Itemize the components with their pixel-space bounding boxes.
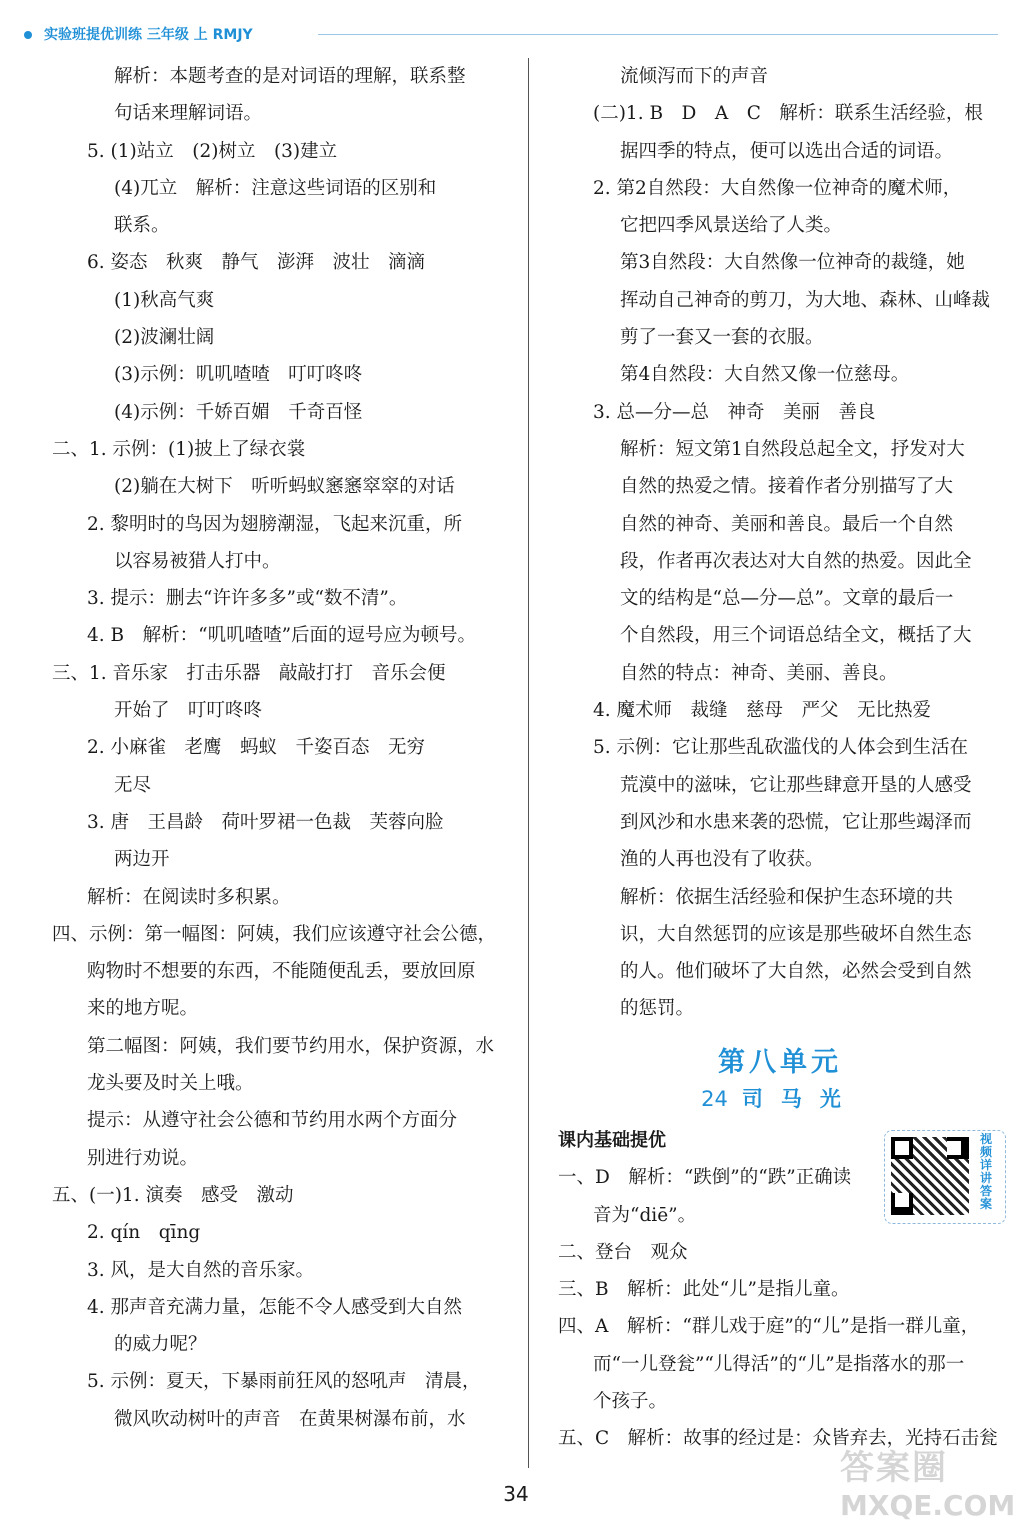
right-text-line: 文的结构是“总—分—总”。文章的最后一 bbox=[620, 588, 954, 610]
header-rule bbox=[318, 34, 998, 35]
right-text-line: 2. 第2自然段：大自然像一位神奇的魔术师， bbox=[593, 177, 962, 199]
lesson-text-line: 音为“diē”。 bbox=[593, 1204, 697, 1226]
left-text-line: 龙头要及时关上哦。 bbox=[87, 1073, 254, 1095]
left-text-line: (2)波澜壮阔 bbox=[114, 327, 215, 349]
left-text-line: (4)兀立 解析：注意这些词语的区别和 bbox=[114, 177, 437, 199]
right-text-line: 自然的神奇、美丽和善良。最后一个自然 bbox=[620, 513, 954, 535]
left-text-line: 句话来理解词语。 bbox=[114, 103, 263, 125]
right-text-line: 据四季的特点，便可以选出合适的词语。 bbox=[620, 140, 954, 162]
page-number: 34 bbox=[503, 1482, 529, 1506]
left-text-line: (1)秋高气爽 bbox=[114, 289, 215, 311]
left-text-line: 提示：从遵守社会公德和节约用水两个方面分 bbox=[87, 1110, 458, 1132]
left-text-line: 两边开 bbox=[114, 849, 170, 871]
left-text-line: 2. 黎明时的鸟因为翅膀潮湿，飞起来沉重，所 bbox=[87, 513, 463, 535]
lesson-number: 24 bbox=[701, 1087, 728, 1111]
unit-title: 第八单元 bbox=[718, 1047, 842, 1078]
left-text-line: 三、1. 音乐家 打击乐器 敲敲打打 音乐会便 bbox=[52, 662, 446, 684]
right-text-line: 剪了一套又一套的衣服。 bbox=[620, 327, 824, 349]
bullet-dot-icon bbox=[24, 31, 32, 39]
left-column bbox=[52, 58, 512, 1438]
left-text-line: 6. 姿态 秋爽 静气 澎湃 波壮 滴滴 bbox=[87, 252, 426, 274]
lesson-text-line: 四、A 解析：“群儿戏于庭”的“儿”是指一群儿童， bbox=[558, 1316, 980, 1338]
left-text-line: (4)示例：千娇百媚 千奇百怪 bbox=[114, 401, 363, 423]
left-text-line: (3)示例：叽叽喳喳 叮叮咚咚 bbox=[114, 364, 363, 386]
right-text-line: 自然的特点：神奇、美丽、善良。 bbox=[620, 662, 898, 684]
right-text-line: 流倾泻而下的声音 bbox=[620, 66, 769, 87]
right-text-line: 第3自然段：大自然像一位神奇的裁缝，她 bbox=[620, 252, 965, 274]
left-text-line: (2)躺在大树下 听听蚂蚁窸窸窣窣的对话 bbox=[114, 476, 455, 498]
watermark-text-cn: 答案圈 bbox=[840, 1448, 948, 1488]
left-text-line: 4. 那声音充满力量，怎能不令人感受到大自然 bbox=[87, 1296, 463, 1318]
left-text-line: 的威力呢？ bbox=[114, 1334, 207, 1356]
right-text-line: 个自然段，用三个词语总结全文，概括了大 bbox=[620, 625, 972, 647]
left-text-line: 以容易被猎人打中。 bbox=[114, 550, 281, 572]
left-text-line: 3. 唐 王昌龄 荷叶罗裙一色裁 芙蓉向脸 bbox=[87, 811, 444, 833]
left-text-line: 来的地方呢。 bbox=[87, 998, 199, 1020]
right-text-line: 识，大自然惩罚的应该是那些破坏自然生态 bbox=[620, 923, 972, 945]
right-text-line: 的惩罚。 bbox=[620, 998, 695, 1020]
left-text-line: 2. 小麻雀 老鹰 蚂蚁 千姿百态 无穷 bbox=[87, 737, 426, 759]
right-text-line: 渔的人再也没有了收获。 bbox=[620, 849, 824, 871]
left-text-line: 3. 提示：删去“许许多多”或“数不清”。 bbox=[87, 588, 408, 610]
lesson-name: 司马光 bbox=[741, 1087, 859, 1111]
left-text-line: 五、(一)1. 演奏 感受 激动 bbox=[52, 1184, 294, 1206]
lesson-title bbox=[680, 1083, 880, 1113]
right-text-line: 第4自然段：大自然又像一位慈母。 bbox=[620, 364, 910, 386]
right-column-top bbox=[558, 58, 1010, 1028]
right-text-line: 5. 示例：它让那些乱砍滥伐的人体会到生活在 bbox=[593, 737, 969, 759]
left-text-line: 3. 风，是大自然的音乐家。 bbox=[87, 1259, 315, 1281]
right-text-line: (二)1. B D A C 解析：联系生活经验，根 bbox=[593, 103, 983, 125]
left-text-line: 联系。 bbox=[114, 215, 170, 237]
right-text-line: 它把四季风景送给了人类。 bbox=[620, 215, 843, 237]
lesson-text-line: 五、C 解析：故事的经过是：众皆弃去，光持石击瓮 bbox=[558, 1428, 998, 1450]
lesson-text-line: 三、B 解析：此处“儿”是指儿童。 bbox=[558, 1279, 850, 1301]
left-text-line: 微风吹动树叶的声音 在黄果树瀑布前，水 bbox=[114, 1408, 466, 1430]
left-text-line: 别进行劝说。 bbox=[87, 1147, 199, 1169]
right-text-line: 的人。他们破坏了大自然，必然会受到自然 bbox=[620, 961, 972, 983]
lesson-text-line: 一、D 解析：“跌倒”的“跌”正确读 bbox=[558, 1167, 852, 1189]
right-text-line: 解析：依据生活经验和保护生态环境的共 bbox=[620, 886, 954, 908]
left-text-line: 第二幅图：阿姨，我们要节约用水，保护资源，水 bbox=[87, 1035, 495, 1057]
right-text-line: 3. 总—分—总 神奇 美丽 善良 bbox=[593, 401, 876, 423]
lesson-text-line: 而“一儿登瓮”“儿得活”的“儿”是指落水的那一 bbox=[593, 1353, 965, 1375]
qr-video-label: 视频详讲答案 bbox=[979, 1132, 992, 1211]
right-text-line: 4. 魔术师 裁缝 慈母 严父 无比热爱 bbox=[593, 700, 932, 722]
watermark-logo bbox=[840, 1440, 1026, 1528]
qr-code-box[interactable] bbox=[884, 1130, 1006, 1224]
right-text-line: 解析：短文第1自然段总起全文，抒发对大 bbox=[620, 438, 965, 460]
lesson-text-line: 二、登台 观众 bbox=[558, 1241, 688, 1263]
left-text-line: 购物时不想要的东西，不能随便乱丢，要放回原 bbox=[87, 961, 476, 983]
left-text-line: 解析：本题考查的是对词语的理解，联系整 bbox=[114, 66, 466, 87]
page-header bbox=[18, 24, 998, 44]
column-divider bbox=[528, 58, 529, 1468]
left-text-line: 2. qín qīng bbox=[87, 1222, 201, 1244]
left-text-line: 开始了 叮叮咚咚 bbox=[114, 700, 263, 722]
right-text-line: 段，作者再次表达对大自然的热爱。因此全 bbox=[620, 550, 972, 572]
section-title: 课内基础提优 bbox=[558, 1130, 666, 1151]
watermark-text-en: MXQE.COM bbox=[840, 1489, 1016, 1522]
lesson-text-line: 个孩子。 bbox=[593, 1391, 668, 1413]
left-text-line: 无尽 bbox=[114, 774, 152, 796]
right-text-line: 荒漠中的滋味，它让那些肆意开垦的人感受 bbox=[620, 774, 972, 796]
right-text-line: 挥动自己神奇的剪刀，为大地、森林、山峰裁 bbox=[620, 289, 991, 311]
left-text-line: 二、1. 示例：(1)披上了绿衣裳 bbox=[52, 438, 306, 460]
left-text-line: 5. 示例：夏天，下暴雨前狂风的怒吼声 清晨， bbox=[87, 1371, 481, 1393]
left-text-line: 四、示例：第一幅图：阿姨，我们应该遵守社会公德， bbox=[52, 923, 497, 945]
qr-code-icon[interactable] bbox=[891, 1137, 969, 1215]
right-text-line: 到风沙和水患来袭的恐慌，它让那些竭泽而 bbox=[620, 811, 972, 833]
left-text-line: 4. B 解析：“叽叽喳喳”后面的逗号应为顿号。 bbox=[87, 625, 477, 647]
left-text-line: 解析：在阅读时多积累。 bbox=[87, 886, 291, 908]
left-text-line: 5. (1)站立 (2)树立 (3)建立 bbox=[87, 140, 338, 162]
right-text-line: 自然的热爱之情。接着作者分别描写了大 bbox=[620, 476, 954, 498]
book-series-title: 实验班提优训练 三年级 上 RMJY bbox=[44, 27, 253, 43]
